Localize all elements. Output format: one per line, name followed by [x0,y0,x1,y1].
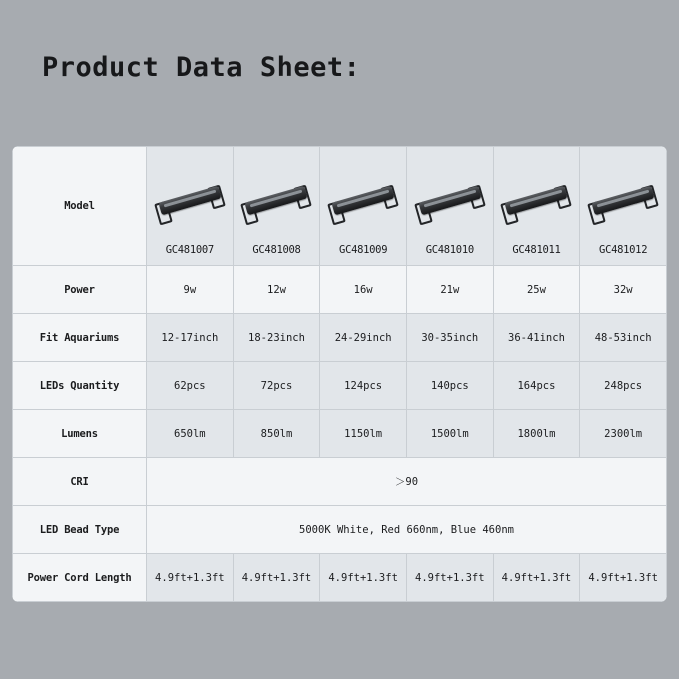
aquarium-light-bar-icon [330,178,396,236]
cell-fit-aquariums: 36-41inch [493,314,580,362]
row-label-cri: CRI [13,458,147,506]
row-label-lumens: Lumens [13,410,147,458]
cell-led-bead-type: 5000K White, Red 660nm, Blue 460nm [147,506,667,554]
cell-leds-quantity: 140pcs [406,362,493,410]
spec-table-container [12,146,667,602]
aquarium-light-bar-icon [243,178,309,236]
cell-lumens: 650lm [147,410,234,458]
cell-leds-quantity: 72pcs [233,362,320,410]
model-name: GC481011 [512,244,561,256]
model-name: GC481010 [425,244,474,256]
aquarium-light-bar-icon [157,178,223,236]
model-cell [233,147,320,266]
cell-power-cord-length: 4.9ft+1.3ft [580,554,667,602]
cell-power: 9w [147,266,234,314]
aquarium-light-bar-icon [417,178,483,236]
cell-leds-quantity: 62pcs [147,362,234,410]
table-row-model [13,147,667,266]
cell-cri: ＞90 [147,458,667,506]
row-label-model: Model [13,147,147,266]
cell-power-cord-length: 4.9ft+1.3ft [233,554,320,602]
table-row-lumens [13,410,667,458]
model-cell [493,147,580,266]
aquarium-light-bar-icon [503,178,569,236]
cell-fit-aquariums: 12-17inch [147,314,234,362]
cell-power-cord-length: 4.9ft+1.3ft [406,554,493,602]
cell-power: 25w [493,266,580,314]
model-cell [147,147,234,266]
model-cell [320,147,407,266]
spec-table [12,146,667,602]
cell-fit-aquariums: 18-23inch [233,314,320,362]
row-label-leds-quantity: LEDs Quantity [13,362,147,410]
cell-power-cord-length: 4.9ft+1.3ft [493,554,580,602]
cell-leds-quantity: 124pcs [320,362,407,410]
cell-fit-aquariums: 48-53inch [580,314,667,362]
page-title: Product Data Sheet: [42,52,361,83]
cell-lumens: 2300lm [580,410,667,458]
model-name: GC481012 [599,244,648,256]
cell-power-cord-length: 4.9ft+1.3ft [147,554,234,602]
cell-leds-quantity: 164pcs [493,362,580,410]
table-row-power-cord-length [13,554,667,602]
cell-power-cord-length: 4.9ft+1.3ft [320,554,407,602]
cell-power: 12w [233,266,320,314]
row-label-led-bead-type: LED Bead Type [13,506,147,554]
model-name: GC481007 [165,244,214,256]
table-row-cri [13,458,667,506]
aquarium-light-bar-icon [590,178,656,236]
table-row-fit-aquariums [13,314,667,362]
model-cell [580,147,667,266]
cell-fit-aquariums: 24-29inch [320,314,407,362]
cell-lumens: 850lm [233,410,320,458]
table-row-led-bead-type [13,506,667,554]
model-cell [406,147,493,266]
cell-power: 21w [406,266,493,314]
cell-power: 16w [320,266,407,314]
row-label-power-cord-length: Power Cord Length [13,554,147,602]
cell-lumens: 1800lm [493,410,580,458]
cell-power: 32w [580,266,667,314]
cell-lumens: 1150lm [320,410,407,458]
cell-leds-quantity: 248pcs [580,362,667,410]
row-label-power: Power [13,266,147,314]
table-row-leds-quantity [13,362,667,410]
model-name: GC481008 [252,244,301,256]
row-label-fit-aquariums: Fit Aquariums [13,314,147,362]
cell-lumens: 1500lm [406,410,493,458]
table-row-power [13,266,667,314]
cell-fit-aquariums: 30-35inch [406,314,493,362]
model-name: GC481009 [339,244,388,256]
